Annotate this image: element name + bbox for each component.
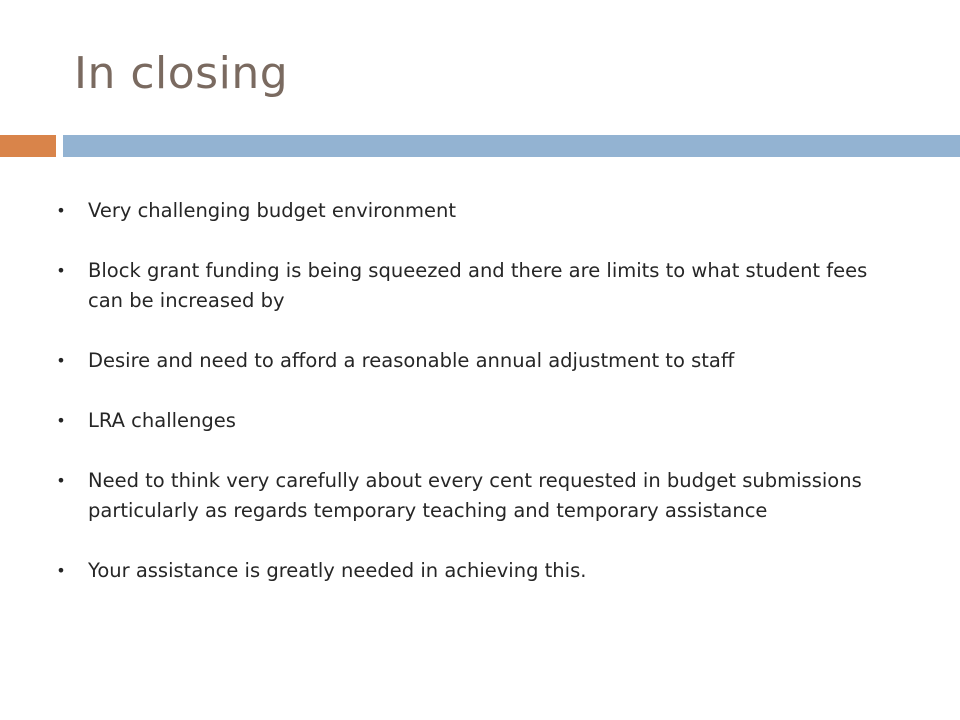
- bullet-text: Desire and need to afford a reasonable annual adjustment to staff: [88, 349, 735, 372]
- bullet-dot-icon: •: [56, 261, 66, 280]
- accent-bar-blue: [63, 135, 960, 157]
- bullet-item: [46, 256, 876, 316]
- bullet-text: Block grant funding is being squeezed and there are limits to what student fees can be increased by: [88, 259, 868, 312]
- bullet-text: Very challenging budget environment: [88, 199, 457, 222]
- bullet-text: Need to think very carefully about every cent requested in budget submissions particularly as regards temporary teaching and temporary assistance: [88, 469, 862, 522]
- bullet-list: [46, 196, 876, 616]
- bullet-dot-icon: •: [56, 351, 66, 370]
- bullet-item: [46, 406, 876, 436]
- bullet-dot-icon: •: [56, 201, 66, 220]
- bullet-item: [46, 556, 876, 586]
- bullet-text: Your assistance is greatly needed in achieving this.: [88, 559, 587, 582]
- bullet-item: [46, 466, 876, 526]
- bullet-dot-icon: •: [56, 411, 66, 430]
- bullet-dot-icon: •: [56, 471, 66, 490]
- slide-title: In closing: [74, 48, 289, 99]
- bullet-text: LRA challenges: [88, 409, 236, 432]
- accent-bar-orange: [0, 135, 56, 157]
- bullet-item: [46, 346, 876, 376]
- bullet-dot-icon: •: [56, 561, 66, 580]
- bullet-item: [46, 196, 876, 226]
